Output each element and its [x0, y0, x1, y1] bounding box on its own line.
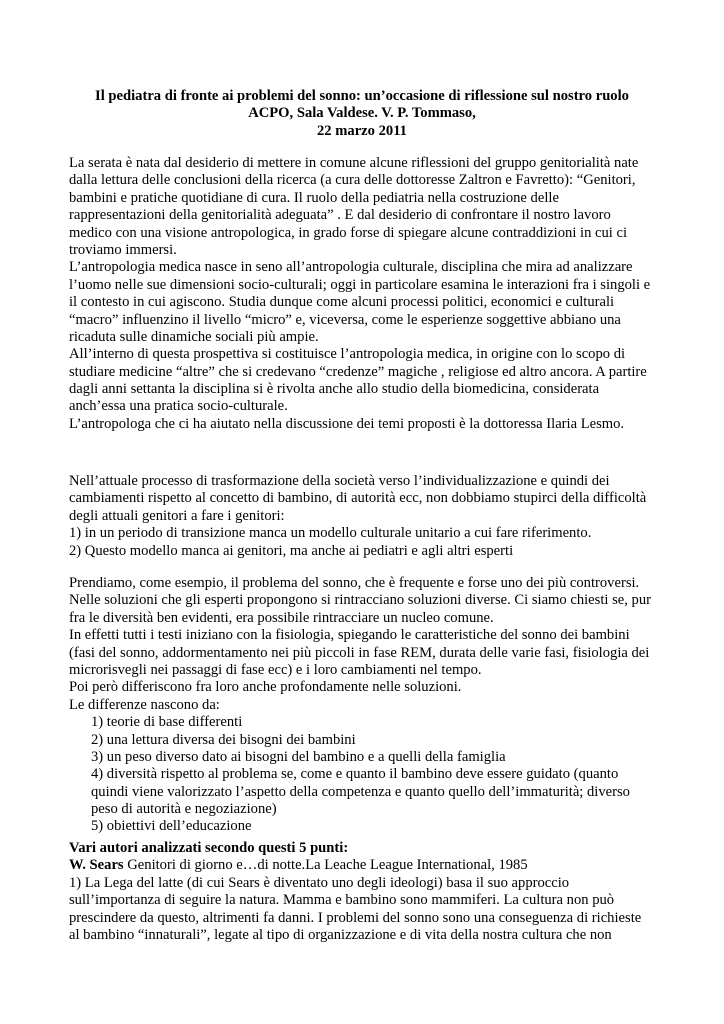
- text-line: l’uomo nelle sue dimensioni socio-culturali; oggi in particolare esamina le interazioni fra i singoli e: [69, 276, 651, 293]
- text-line: dalla lettura delle conclusioni della ricerca (a cura delle dottoresse Zaltron e Favretto): “Genitori,: [69, 172, 636, 189]
- text-line: medico con una visione antropologica, in grado forse di spiegare alcune contraddizioni in cui ci: [69, 224, 628, 241]
- context-paragraph: [69, 473, 669, 560]
- authors-section: [69, 840, 669, 944]
- text-line: 2) Questo modello manca ai genitori, ma anche ai pediatri e agli altri esperti: [69, 542, 514, 559]
- list-item-continuation: quindi viene valorizzato l’aspetto della competenza e quanto quello dell’immaturità; diverso: [91, 783, 630, 800]
- text-line: 1) in un periodo di transizione manca un modello culturale unitario a cui fare riferimento.: [69, 525, 592, 542]
- author-citation: [69, 857, 669, 874]
- text-line: fra le diversità ben evidenti, era possibile rintracciare un nucleo comune.: [69, 609, 494, 626]
- text-line: 1) La Lega del latte (di cui Sears è diventato uno degli ideologi) basa il suo approccio: [69, 874, 570, 891]
- citation-text: Genitori di giorno e…di notte.La Leache League International, 1985: [123, 857, 528, 874]
- text-line: prescindere da questo, altrimenti fa danni. I problemi del sonno sono una conseguenza di richieste: [69, 909, 642, 926]
- section-heading-text: Vari autori analizzati secondo questi 5 punti:: [69, 840, 349, 856]
- text-line: L’antropologa che ci ha aiutato nella discussione dei temi proposti è la dottoressa Ilaria Lesmo.: [69, 415, 625, 432]
- text-line: L’antropologia medica nasce in seno all’antropologia culturale, disciplina che mira ad analizzare: [69, 259, 633, 276]
- text-line: anch’essa una pratica socio-culturale.: [69, 398, 288, 415]
- list-item: 5) obiettivi dell’educazione: [91, 818, 252, 835]
- text-line: Nelle soluzioni che gli esperti propongono si rintracciano soluzioni diverse. Ci siamo chiesti se, pur: [69, 592, 651, 609]
- text-line: degli attuali genitori a fare i genitori:: [69, 507, 285, 524]
- title-line: 22 marzo 2011: [317, 122, 407, 139]
- text-line: bambini e pratiche quotidiane di cura. Il ruolo della pediatria nella costruzione delle: [69, 189, 559, 206]
- differences-list: [69, 714, 669, 836]
- sleep-problem-paragraph: [69, 575, 669, 836]
- text-line: cambiamenti rispetto al concetto di bambino, di autorità ecc, non dobbiamo stupirci della difficoltà: [69, 490, 647, 507]
- title-line: ACPO, Sala Valdese. V. P. Tommaso,: [248, 105, 476, 122]
- text-line: troviamo immersi.: [69, 241, 177, 258]
- text-line: In effetti tutti i testi iniziano con la fisiologia, spiegando le caratteristiche del sonno dei bambini: [69, 627, 630, 644]
- text-line: Poi però differiscono fra loro anche profondamente nelle soluzioni.: [69, 679, 462, 696]
- text-line: studiare medicine “altre” che si credevano “credenze” magiche , religiose ed altro ancora. A partire: [69, 363, 647, 380]
- document-title: [0, 88, 724, 140]
- text-line: (fasi del sonno, addormentamento nei più piccoli in fase REM, durata delle varie fasi, fisiologia dei: [69, 644, 650, 661]
- text-line: al bambino “innaturali”, legate al tipo di organizzazione e di vita della nostra cultura che non: [69, 926, 612, 943]
- text-line: dagli anni settanta la disciplina si è rivolta anche allo studio della biomedicina, considerata: [69, 381, 600, 398]
- text-line: “macro” influenzino il livello “micro” e, viceversa, come le esperienze soggettive abbiano una: [69, 311, 621, 328]
- text-line: Nell’attuale processo di trasformazione della società verso l’individualizzazione e quindi dei: [69, 473, 610, 489]
- list-item-continuation: peso di autorità e negoziazione): [91, 801, 277, 818]
- intro-paragraphs: [69, 155, 669, 433]
- text-line: La serata è nata dal desiderio di mettere in comune alcune riflessioni del gruppo genitorialità nate: [69, 155, 639, 171]
- text-line: microrisvegli nei passaggi di fase ecc) e i loro cambiamenti nel tempo.: [69, 661, 482, 678]
- text-line: Prendiamo, come esempio, il problema del sonno, che è frequente e forse uno dei più controversi.: [69, 575, 640, 591]
- text-line: rappresentazioni della genitorialità adeguata” . E dal desiderio di confrontare il nostro lavoro: [69, 207, 611, 224]
- list-item: 4) diversità rispetto al problema se, come e quanto il bambino deve essere guidato (quanto: [91, 766, 619, 783]
- text-line: sull’importanza di seguire la natura. Mamma e bambino sono mammiferi. La cultura non può: [69, 892, 615, 909]
- text-line: Le differenze nascono da:: [69, 696, 220, 713]
- section-heading: [69, 840, 669, 857]
- list-item: 3) un peso diverso dato ai bisogni del bambino e a quelli della famiglia: [91, 748, 506, 765]
- title-line: Il pediatra di fronte ai problemi del sonno: un’occasione di riflessione sul nostro ruolo: [95, 88, 629, 104]
- list-item: 1) teorie di base differenti: [91, 714, 243, 731]
- list-item: 2) una lettura diversa dei bisogni dei bambini: [91, 731, 356, 748]
- author-name: W. Sears: [69, 857, 124, 874]
- text-line: il contesto in cui agiscono. Studia dunque come alcuni processi politici, economici e culturali: [69, 294, 615, 311]
- text-line: ricaduta sulle dinamiche sociali più ampie.: [69, 328, 319, 345]
- text-line: All’interno di questa prospettiva si costituisce l’antropologia medica, in origine con lo scopo di: [69, 346, 626, 363]
